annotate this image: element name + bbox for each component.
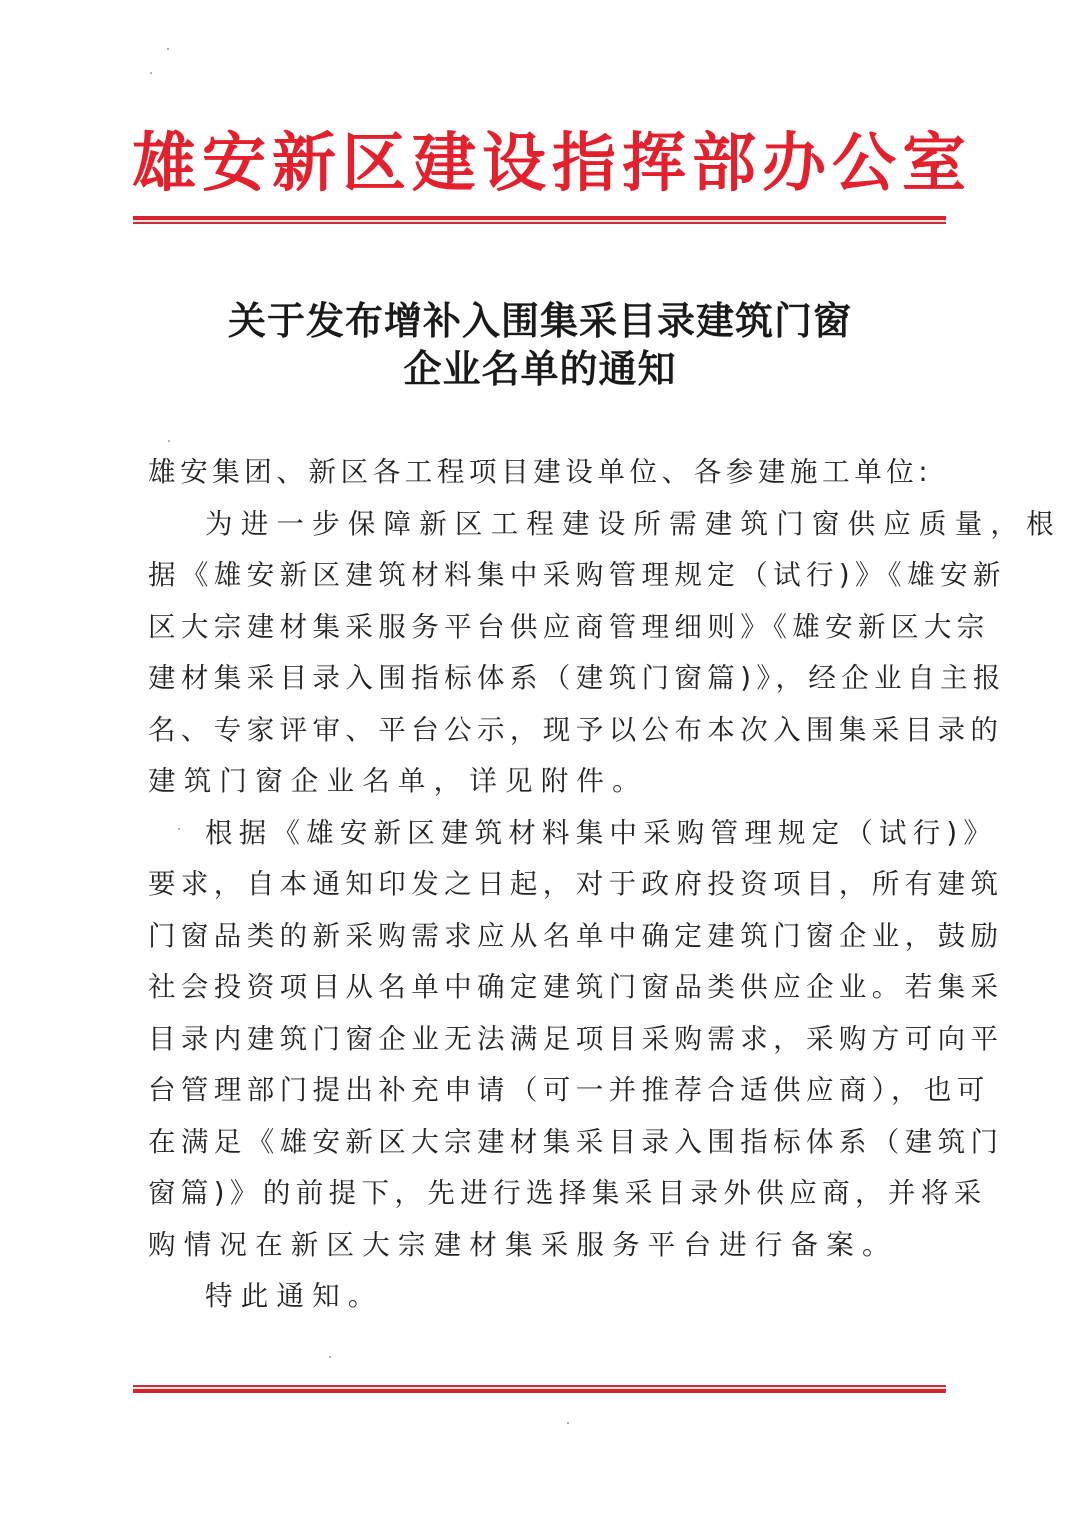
paragraph-1-line: 据《雄安新区建筑材料集中采购管理规定（试行)》《雄安新 xyxy=(148,559,1006,591)
document-body xyxy=(148,447,1062,1323)
paragraph-1-line: 为进一步保障新区工程建设所需建筑门窗供应质量，根 xyxy=(205,507,1062,540)
paragraph-1-line: 建筑门窗企业名单，详见附件。 xyxy=(148,765,648,797)
scan-speck xyxy=(150,72,152,74)
paragraph-1-line: 区大宗建材集采服务平台供应商管理细则》《雄安新区大宗 xyxy=(148,610,990,643)
addressee: 雄安集团、新区各工程项目建设单位、各参建施工单位: xyxy=(148,456,933,488)
divider-thin-line xyxy=(133,222,946,224)
paragraph-2-line: 门窗品类的新采购需求应从名单中确定建筑门窗企业，鼓励 xyxy=(148,919,1004,952)
document-title-line-1: 关于发布增补入围集采目录建筑门窗 xyxy=(227,298,852,343)
paragraph-1-line: 建材集采目录入围指标体系（建筑门窗篇)》，经企业自主报 xyxy=(148,662,1006,694)
footer-divider xyxy=(133,1385,946,1393)
paragraph-2-line: 台管理部门提出补充申请（可一并推荐合适供应商），也可 xyxy=(148,1074,990,1106)
divider-thick-line xyxy=(133,1389,946,1393)
scan-speck xyxy=(167,48,169,50)
paragraph-1-line: 名、专家评审、平台公示，现予以公布本次入围集采目录的 xyxy=(148,713,1004,746)
scan-speck xyxy=(567,1422,569,1424)
scan-speck xyxy=(329,1356,331,1358)
header-divider xyxy=(133,216,946,224)
paragraph-2-line: 要求，自本通知印发之日起，对于政府投资项目，所有建筑 xyxy=(148,868,1004,900)
paragraph-2-line: 社会投资项目从名单中确定建筑门窗品类供应企业。若集采 xyxy=(148,971,1004,1003)
scan-speck xyxy=(168,440,170,442)
document-title-line-2: 企业名单的通知 xyxy=(403,346,677,391)
paragraph-2-line: 购情况在新区大宗建材集采服务平台进行备案。 xyxy=(148,1228,898,1261)
paragraph-2-line: 目录内建筑门窗企业无法满足项目采购需求，采购方可向平 xyxy=(148,1022,1004,1055)
paragraph-2-line: 在满足《雄安新区大宗建材集采目录入围指标体系（建筑门 xyxy=(148,1125,1004,1158)
letterhead-issuer: 雄安新区建设指挥部办公室 xyxy=(132,126,972,201)
paragraph-2-line: 根据《雄安新区建筑材料集中采购管理规定（试行)》 xyxy=(205,816,998,849)
closing-line: 特此通知。 xyxy=(205,1280,384,1312)
paragraph-2-line: 窗篇)》的前提下，先进行选择集采目录外供应商，并将采 xyxy=(148,1177,987,1209)
scan-speck xyxy=(178,828,180,830)
